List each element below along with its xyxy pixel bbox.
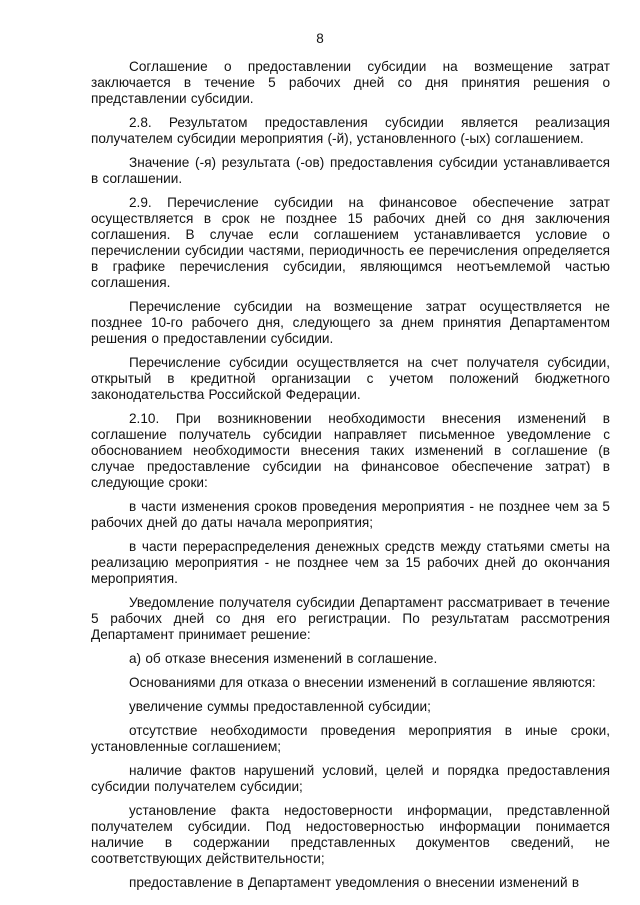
paragraph-2-9-transfer: 2.9. Перечисление субсидии на финансовое обеспечение затрат осуществляется в срок не позднее 15 рабочих дней со дня заключения соглашения. В случае если соглашением устанавливается условие о перечислении субсидии частями, периодичность ее перечисления определяется в графике перечисления субсидии, являющимся неотъемлемой частью соглашения. [91, 195, 610, 290]
paragraph-ground-notice-submission: предоставление в Департамент уведомления о внесении изменений в [129, 875, 580, 890]
paragraph-transfer-account: Перечисление субсидии осуществляется на счет получателя субсидии, открытый в кредитной организации с учетом положений бюджетного законодательства Российской Федерации. [91, 355, 610, 402]
paragraph-ground-no-necessity: отсутствие необходимости проведения мероприятия в иные сроки, установленные соглашением; [91, 723, 610, 754]
page-number: 8 [316, 31, 324, 46]
paragraph-2-10-changes: 2.10. При возникновении необходимости внесения изменений в соглашение получатель субсидии направляет письменное уведомление с обоснованием необходимости внесения таких изменений в соглашение (в случае предоставление субсидии на финансовое обеспечение затрат) в следующие сроки: [91, 411, 610, 490]
paragraph-refusal-grounds: Основаниями для отказа о внесении изменений в соглашение являются: [129, 675, 596, 690]
paragraph-reimbursement-transfer: Перечисление субсидии на возмещение затрат осуществляется не позднее 10-го рабочего дня, следующего за днем принятия Департаментом решения о предоставлении субсидии. [91, 299, 610, 346]
document-body [91, 59, 610, 899]
paragraph-ground-amount-increase: увеличение суммы предоставленной субсидии; [129, 699, 431, 714]
paragraph-subsidy-agreement-term: Соглашение о предоставлении субсидии на возмещение затрат заключается в течение 5 рабочих дней со дня принятия решения о представлении субсидии. [91, 59, 610, 106]
paragraph-fund-redistribution: в части перераспределения денежных средств между статьями сметы на реализацию мероприятия - не позднее чем за 15 рабочих дней до окончания мероприятия. [91, 539, 610, 586]
paragraph-refusal-decision: а) об отказе внесения изменений в соглашение. [129, 651, 438, 666]
paragraph-ground-false-info: установление факта недостоверности информации, представленной получателем субсидии. Под недостоверностью информации понимается наличие в содержании представленных документов сведений, не соответствующих действительности; [91, 803, 610, 866]
paragraph-2-8-result: 2.8. Результатом предоставления субсидии является реализация получателем субсидии мероприятия (-й), установленного (-ых) соглашением. [91, 115, 610, 146]
paragraph-result-value: Значение (-я) результата (-ов) предоставления субсидии устанавливается в соглашении. [91, 155, 610, 186]
paragraph-ground-violations: наличие фактов нарушений условий, целей и порядка предоставления субсидии получателем субсидии; [91, 763, 610, 794]
paragraph-notice-review: Уведомление получателя субсидии Департамент рассматривает в течение 5 рабочих дней со дня его регистрации. По результатам рассмотрения Департамент принимает решение: [91, 595, 610, 642]
paragraph-term-changes: в части изменения сроков проведения мероприятия - не позднее чем за 5 рабочих дней до даты начала мероприятия; [91, 499, 610, 530]
